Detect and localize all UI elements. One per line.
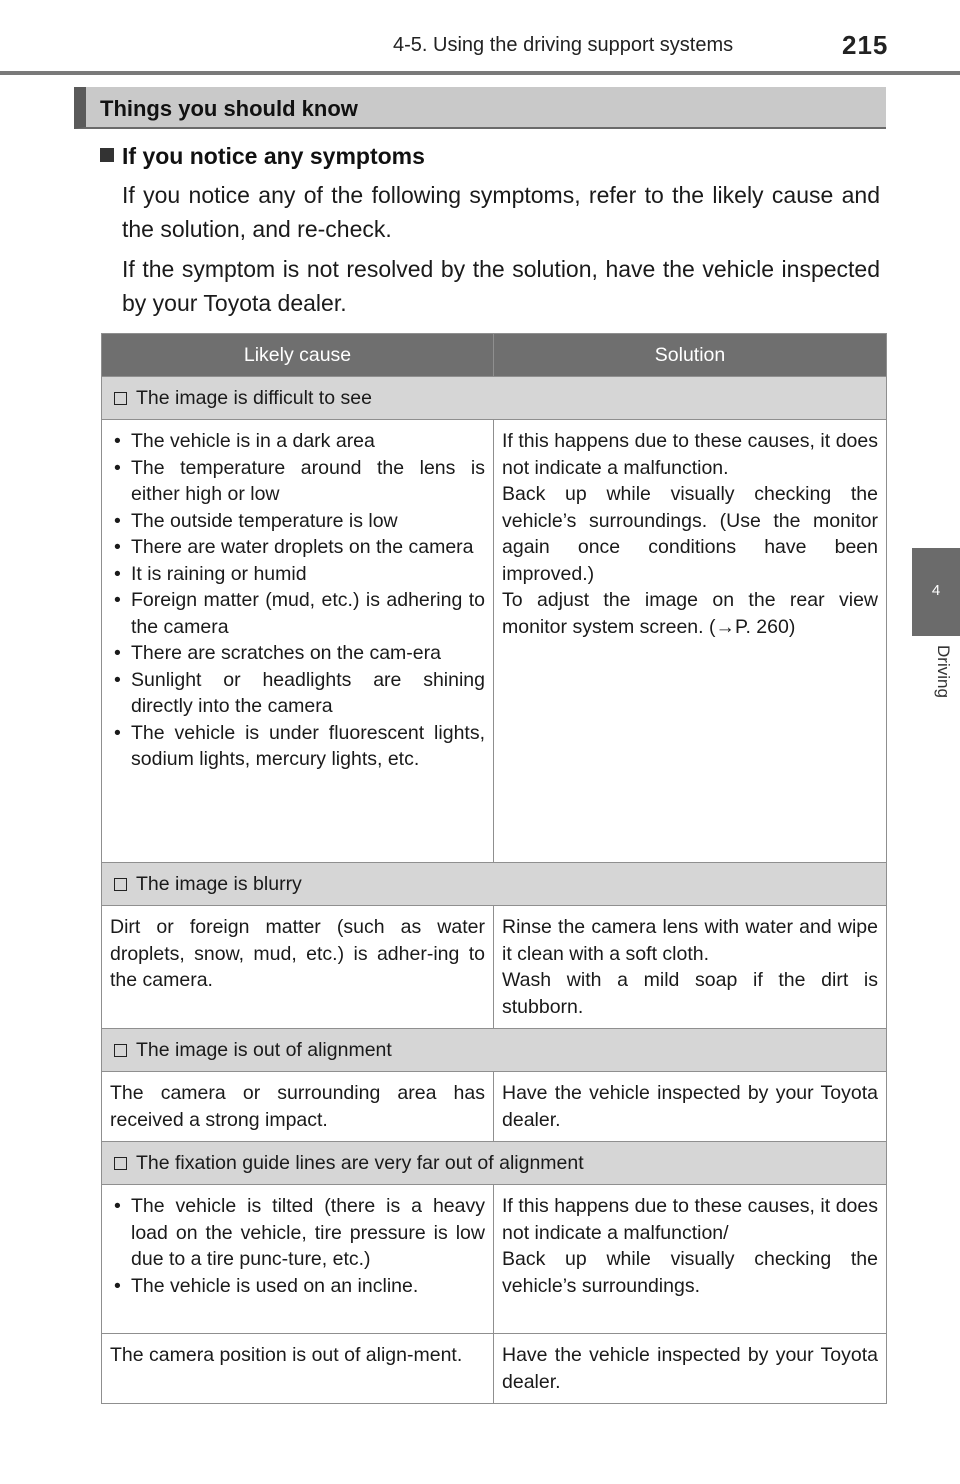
list-item: • Foreign matter (mud, etc.) is adhering to the camera — [110, 587, 485, 640]
things-you-should-know-banner — [74, 87, 886, 129]
group-title: The image is difficult to see — [136, 386, 372, 409]
solution-cell — [494, 420, 887, 863]
cause-list — [110, 1193, 485, 1299]
list-item: • There are scratches on the cam-era — [110, 640, 485, 667]
troubleshooting-table — [101, 333, 887, 1404]
table-header-row — [102, 334, 887, 377]
solution-text: Rinse the camera lens with water and wipe it clean with a soft cloth. — [502, 916, 878, 965]
group-row — [102, 1029, 887, 1072]
table-row — [102, 1185, 887, 1334]
header-divider — [0, 71, 960, 75]
chapter-label: Driving — [934, 645, 953, 698]
checkbox-square-icon — [114, 1044, 127, 1057]
solution-text: Wash with a mild soap if the dirt is stubborn. — [502, 969, 878, 1018]
list-item: • The vehicle is in a dark area — [110, 428, 485, 455]
checkbox-square-icon — [114, 878, 127, 891]
list-item: • Sunlight or headlights are shining directly into the camera — [110, 667, 485, 720]
cause-cell: The camera or surrounding area has received a strong impact. — [102, 1072, 494, 1142]
intro-paragraph: If the symptom is not resolved by the solution, have the vehicle inspected by your Toyota dealer. — [122, 256, 880, 316]
solution-cell: Have the vehicle inspected by your Toyota dealer. — [494, 1072, 887, 1142]
list-item: • The vehicle is under fluorescent lights, sodium lights, mercury lights, etc. — [110, 720, 485, 773]
list-item: • There are water droplets on the camera — [110, 534, 485, 561]
list-item: • It is raining or humid — [110, 561, 485, 588]
solution-cell — [494, 1185, 887, 1334]
list-item: • The vehicle is used on an incline. — [110, 1273, 485, 1300]
page-number: 215 — [842, 30, 889, 60]
group-heading — [102, 377, 887, 420]
solution-text: If this happens due to these causes, it does not indicate a malfunction/ — [502, 1195, 878, 1244]
group-row — [102, 1142, 887, 1185]
checkbox-square-icon — [114, 392, 127, 405]
table-row — [102, 1334, 887, 1404]
group-heading — [102, 1029, 887, 1072]
section-subheading — [100, 143, 425, 170]
group-title: The image is out of alignment — [136, 1038, 392, 1061]
checkbox-square-icon — [114, 1157, 127, 1170]
chapter-tab — [912, 548, 960, 636]
group-heading — [102, 863, 887, 906]
group-row — [102, 377, 887, 420]
header-solution: Solution — [494, 334, 887, 377]
solution-text: Back up while visually checking the vehicle’s surroundings. — [502, 1248, 878, 1297]
table-row — [102, 420, 887, 863]
solution-text: If this happens due to these causes, it does not indicate a malfunction. — [502, 430, 878, 479]
intro-paragraph: If you notice any of the following symptoms, refer to the likely cause and the solution, and re-check. — [122, 182, 880, 242]
list-item: • The vehicle is tilted (there is a heavy load on the vehicle, tire pressure is low due to a tire punc-ture, etc.) — [110, 1193, 485, 1273]
list-item: • The temperature around the lens is either high or low — [110, 455, 485, 508]
solution-cell — [494, 906, 887, 1029]
group-title: The image is blurry — [136, 872, 302, 895]
cause-cell: The camera position is out of align-ment. — [102, 1334, 494, 1404]
table-row — [102, 1072, 887, 1142]
cause-cell — [102, 420, 494, 863]
square-bullet-icon — [100, 148, 114, 162]
cause-list — [110, 428, 485, 773]
table-row — [102, 906, 887, 1029]
header-likely-cause: Likely cause — [102, 334, 494, 377]
list-item: • The outside temperature is low — [110, 508, 485, 535]
solution-text: Back up while visually checking the vehicle’s surroundings. (Use the monitor again once conditions have been improved.) — [502, 483, 878, 585]
group-heading — [102, 1142, 887, 1185]
group-title: The fixation guide lines are very far out of alignment — [136, 1151, 584, 1174]
solution-text: To adjust the image on the rear view monitor system screen. (→P. 260) — [502, 589, 878, 638]
cause-cell — [102, 1185, 494, 1334]
running-header-section: 4-5. Using the driving support systems — [393, 34, 734, 56]
cause-cell: Dirt or foreign matter (such as water droplets, snow, mud, etc.) is adher-ing to the camera. — [102, 906, 494, 1029]
group-row — [102, 863, 887, 906]
chapter-number: 4 — [931, 582, 941, 599]
subheading-text: If you notice any symptoms — [122, 143, 425, 169]
solution-cell: Have the vehicle inspected by your Toyota dealer. — [494, 1334, 887, 1404]
banner-title: Things you should know — [100, 96, 358, 121]
